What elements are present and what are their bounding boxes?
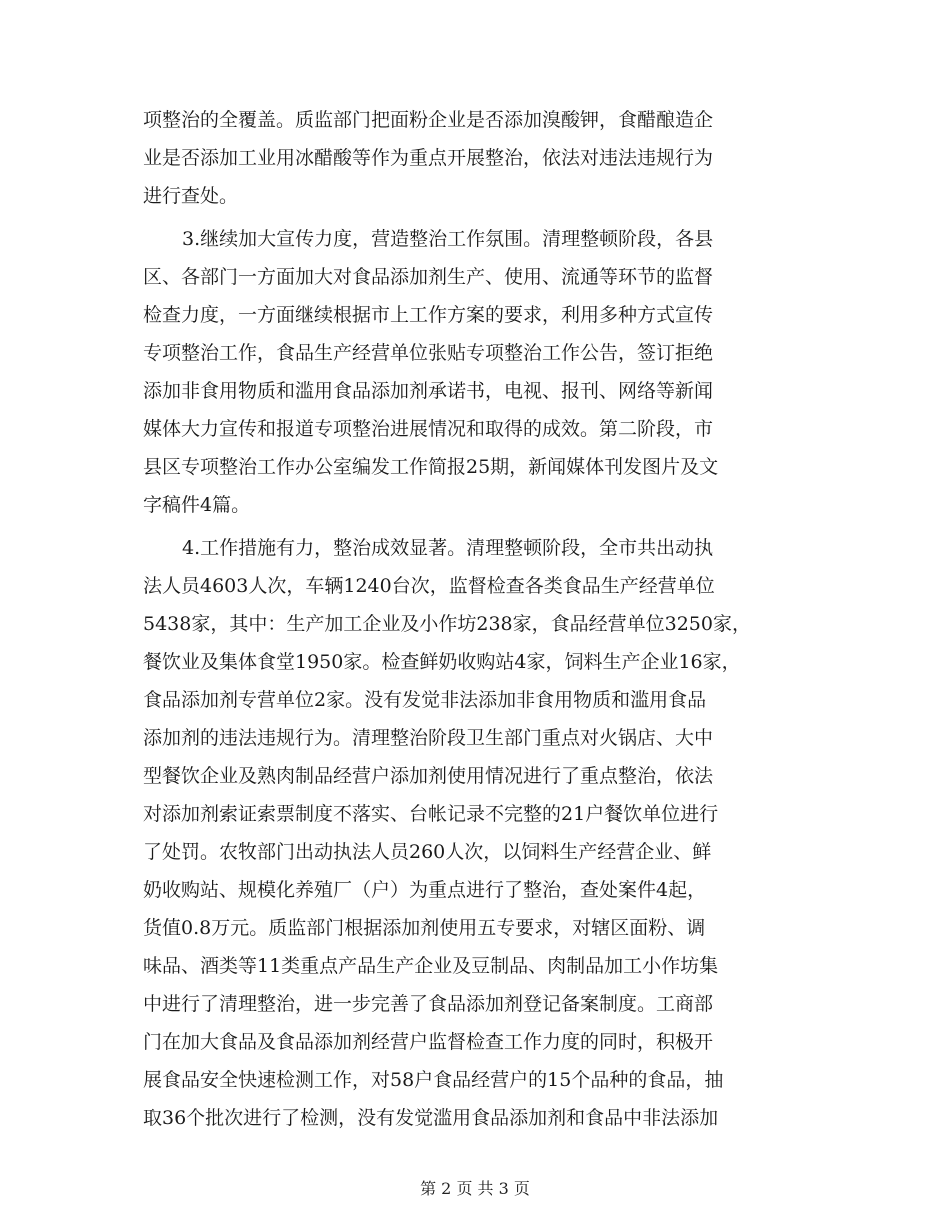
text-line: 货值0.8万元。质监部门根据添加剂使用五专要求，对辖区面粉、调	[143, 917, 706, 939]
text-line: 型餐饮企业及熟肉制品经营户添加剂使用情况进行了重点整治，依法	[143, 765, 714, 787]
text-line: 添加非食用物质和滥用食品添加剂承诺书，电视、报刊、网络等新闻	[143, 380, 714, 402]
paragraph-start-line: 3.继续加大宣传力度，营造整治工作氛围。清理整顿阶段，各县	[182, 228, 714, 250]
text-line: 项整治的全覆盖。质监部门把面粉企业是否添加溴酸钾，食醋酿造企	[143, 109, 714, 131]
paragraph-start-line: 4.工作措施有力，整治成效显著。清理整顿阶段，全市共出动执	[182, 537, 714, 559]
text-line: 中进行了清理整治，进一步完善了食品添加剂登记备案制度。工商部	[143, 993, 714, 1015]
text-line: 食品添加剂专营单位2家。没有发觉非法添加非食用物质和滥用食品	[143, 689, 707, 711]
text-line: 门在加大食品及食品添加剂经营户监督检查工作力度的同时，积极开	[143, 1031, 714, 1053]
text-line: 味品、酒类等11类重点产品生产企业及豆制品、肉制品加工小作坊集	[143, 955, 719, 977]
text-line: 了处罚。农牧部门出动执法人员260人次，以饲料生产经营企业、鲜	[143, 841, 712, 863]
text-line: 媒体大力宣传和报道专项整治进展情况和取得的成效。第二阶段，市	[143, 418, 714, 440]
text-line: 餐饮业及集体食堂1950家。检查鲜奶收购站4家，饲料生产企业16家，	[143, 651, 741, 673]
text-line: 5438家，其中：生产加工企业及小作坊238家，食品经营单位3250家，	[143, 613, 751, 635]
text-line: 法人员4603人次，车辆1240台次，监督检查各类食品生产经营单位	[143, 575, 715, 597]
text-line: 展食品安全快速检测工作，对58户食品经营户的15个品种的食品，抽	[143, 1069, 724, 1091]
page-number-footer: 第 2 页 共 3 页	[420, 1179, 530, 1198]
text-line: 进行查处。	[143, 185, 239, 207]
text-line: 添加剂的违法违规行为。清理整治阶段卫生部门重点对火锅店、大中	[143, 727, 714, 749]
text-line: 奶收购站、规模化养殖厂（户）为重点进行了整治，查处案件4起，	[143, 879, 707, 901]
text-line: 取36个批次进行了检测，没有发觉滥用食品添加剂和食品中非法添加	[143, 1107, 719, 1129]
text-line: 对添加剂索证索票制度不落实、台帐记录不完整的21户餐饮单位进行	[143, 803, 719, 825]
text-line: 业是否添加工业用冰醋酸等作为重点开展整治，依法对违法违规行为	[143, 147, 714, 169]
text-line: 专项整治工作，食品生产经营单位张贴专项整治工作公告，签订拒绝	[143, 342, 714, 364]
text-line: 检查力度，一方面继续根据市上工作方案的要求，利用多种方式宣传	[143, 304, 714, 326]
text-line: 字稿件4篇。	[143, 494, 251, 516]
text-line: 县区专项整治工作办公室编发工作简报25期，新闻媒体刊发图片及文	[143, 456, 719, 478]
text-line: 区、各部门一方面加大对食品添加剂生产、使用、流通等环节的监督	[143, 266, 714, 288]
